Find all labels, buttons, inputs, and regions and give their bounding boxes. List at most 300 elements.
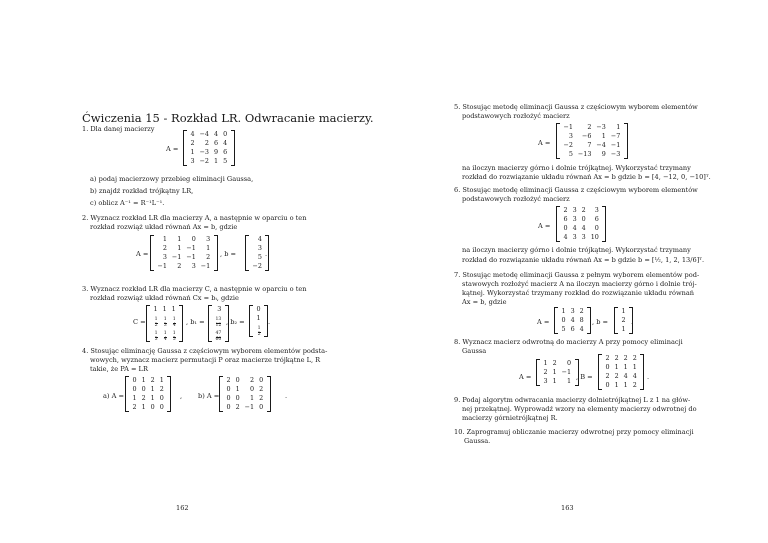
matrix-entry: 2 — [552, 359, 557, 367]
matrix-entry: 0 — [235, 394, 240, 402]
matrix-entry: 0 — [235, 376, 240, 384]
matrix-row — [151, 328, 178, 342]
matrix-row — [155, 262, 213, 271]
bracket-left — [556, 123, 560, 159]
matrix-entry: 1 — [561, 307, 566, 315]
matrix-entry: 1 — [150, 394, 155, 402]
ex3-line1: 3. Wyznacz rozkład LR dla macierzy C, a następnie w oparciu o ten — [82, 285, 307, 293]
matrix-row — [541, 359, 574, 368]
page-title: Ćwiczenia 15 - Rozkład LR. Odwracanie macierzy. — [82, 111, 374, 125]
matrix-row — [561, 141, 623, 150]
ex8-line2: Gaussa — [462, 347, 487, 355]
matrix-entry: 2 — [177, 262, 182, 270]
matrix-entries — [541, 359, 574, 386]
matrix-entry: 1 — [621, 325, 626, 333]
matrix-entry: −1 — [186, 244, 196, 252]
bracket-left — [183, 130, 187, 166]
ex9-line2: nej przekątnej. Wyprowadź wzory na elementy macierzy odwrotnej do — [462, 405, 697, 413]
matrix-entry: 1 — [552, 368, 557, 376]
ex4-b-label: b) A = — [198, 392, 220, 400]
ex4-line1: 4. Stosując eliminację Gaussa z częściowym wyborem elementów podsta- — [82, 347, 328, 355]
page-number-right: 163 — [561, 504, 574, 512]
ex6-line1: 6. Stosując metodę eliminacji Gaussa z częściowym wyborem elementów — [454, 186, 698, 194]
matrix-entries — [250, 235, 264, 271]
matrix-entry: −4 — [199, 130, 209, 138]
matrix-row — [559, 316, 586, 325]
ex4-a-label: a) A = — [103, 392, 124, 400]
bracket-left — [245, 235, 249, 271]
matrix-entry: 2 — [132, 403, 137, 411]
matrix-entry: 9 — [601, 150, 606, 158]
matrix-entry: 1 — [552, 377, 557, 385]
matrix-row — [224, 394, 266, 403]
matrix-entry: 1 — [162, 235, 167, 243]
ex6-matrix — [556, 206, 606, 242]
matrix-entry: −1 — [171, 253, 182, 261]
matrix-entry: 1 — [623, 363, 628, 371]
ex1-matrix — [183, 130, 235, 166]
matrix-entry: 1 — [632, 363, 637, 371]
matrix-entry: −1 — [244, 403, 255, 411]
right-page — [384, 0, 768, 543]
matrix-row — [213, 314, 224, 328]
matrix-entry: $\frac{1}{5}$ — [172, 331, 176, 342]
matrix-entry: 1 — [171, 305, 176, 313]
matrix-entry: 2 — [159, 385, 164, 393]
matrix-entry: −1 — [561, 368, 572, 376]
matrix-entry: 4 — [570, 316, 575, 324]
ex3-end: . — [268, 318, 271, 326]
matrix-entry: 8 — [579, 316, 584, 324]
matrix-row — [151, 305, 178, 314]
matrix-entry: 2 — [206, 253, 211, 261]
ex4-line2: wowych, wyznacz macierz permutacji P oraz macierze trójkątne L, R — [90, 356, 321, 364]
ex1-matrix-label: A = — [166, 145, 179, 153]
matrix-row — [224, 385, 266, 394]
matrix-entry: $\frac{47}{60}$ — [215, 331, 222, 342]
ex3-c-matrix — [146, 305, 183, 342]
matrix-row — [603, 354, 639, 363]
matrix-entry: 2 — [605, 372, 610, 380]
bracket-left — [556, 206, 560, 242]
matrix-entry: 0 — [581, 215, 586, 223]
matrix-entry: 0 — [132, 385, 137, 393]
bracket-right — [179, 305, 183, 342]
matrix-row — [188, 157, 230, 166]
matrix-entry: 3 — [543, 377, 548, 385]
matrix-row — [561, 224, 601, 233]
matrix-entry: −1 — [157, 262, 167, 270]
matrix-entry: 2 — [563, 206, 568, 214]
matrix-entry: 3 — [570, 307, 575, 315]
matrix-row — [151, 314, 178, 328]
bracket-left — [219, 376, 223, 412]
matrix-entry: 4 — [579, 325, 584, 333]
matrix-row — [561, 123, 623, 132]
matrix-entry: $\frac{1}{3}$ — [154, 331, 158, 342]
bracket-left — [249, 305, 253, 337]
matrix-entry: 1 — [567, 377, 572, 385]
ex3-b2-vector — [249, 305, 271, 337]
matrix-row — [561, 206, 601, 215]
matrix-entry: 5 — [568, 150, 573, 158]
bracket-right — [267, 376, 271, 412]
matrix-row — [250, 253, 264, 262]
matrix-entry: 1 — [614, 381, 619, 389]
matrix-entry: 0 — [141, 385, 146, 393]
matrix-entry: 1 — [141, 403, 146, 411]
matrix-entry: −3 — [199, 148, 209, 156]
matrix-row — [188, 130, 230, 139]
matrix-entry: 0 — [191, 235, 196, 243]
ex4-a-matrix — [125, 376, 171, 412]
matrix-entry: 2 — [632, 354, 637, 362]
bracket-right — [167, 376, 171, 412]
matrix-entry: 4 — [190, 130, 195, 138]
ex1-item-a: a) podaj macierzowy przebieg eliminacji Gaussa, — [90, 175, 254, 183]
matrix-row — [619, 325, 628, 334]
ex2-b-label: , b = — [220, 250, 237, 258]
matrix-row — [254, 314, 263, 323]
matrix-entry: $\frac{1}{4}$ — [163, 331, 167, 342]
matrix-entries — [155, 235, 213, 271]
matrix-entry: −1 — [186, 253, 196, 261]
matrix-row — [130, 403, 166, 412]
ex7-end: . — [631, 318, 634, 326]
matrix-entry: 2 — [141, 394, 146, 402]
matrix-entries — [188, 130, 230, 166]
bracket-right — [640, 354, 644, 390]
matrix-entries — [603, 354, 639, 390]
matrix-entry: 1 — [256, 314, 261, 322]
page-number-left: 162 — [176, 504, 189, 512]
matrix-row — [619, 316, 628, 325]
ex9-line1: 9. Podaj algorytm odwracania macierzy dolnietrójkątnej L z 1 na głów- — [454, 396, 691, 404]
matrix-entry: 4 — [257, 235, 262, 243]
matrix-entry: 2 — [250, 376, 255, 384]
matrix-row — [250, 262, 264, 271]
ex5-matrix — [556, 123, 628, 159]
matrix-entry: −4 — [596, 141, 606, 149]
matrix-entry: 5 — [561, 325, 566, 333]
ex6-line4: rozkład do rozwiązanie układu równań Ax = b gdzie b = [½, 1, 2, 13/6]ᵀ. — [462, 256, 705, 264]
matrix-entry: 6 — [570, 325, 575, 333]
ex9-line3: macierzy górnietrójkątnej R. — [462, 414, 558, 422]
matrix-row — [559, 307, 586, 316]
matrix-entry: 1 — [614, 363, 619, 371]
matrix-entry: 0 — [259, 403, 264, 411]
matrix-entry: 2 — [190, 139, 195, 147]
ex7-line2: stawowych rozłożyć macierz A na iloczyn macierzy górno i dolnie trój- — [462, 280, 697, 288]
ex2-line2: rozkład rozwiąż układ równań Ax = b, gdzie — [90, 223, 238, 231]
matrix-entry: 1 — [621, 307, 626, 315]
ex3-c-label: C = — [133, 318, 146, 326]
matrix-entries — [559, 307, 586, 334]
ex6-line2: podstawowych rozłożyć macierz — [462, 195, 570, 203]
matrix-entry: 1 — [206, 244, 211, 252]
ex6-matrix-label: A = — [538, 222, 551, 230]
matrix-row — [213, 328, 224, 342]
matrix-row — [561, 215, 601, 224]
matrix-row — [561, 150, 623, 159]
ex2-end: . — [265, 250, 268, 258]
matrix-entry: 2 — [150, 376, 155, 384]
matrix-row — [559, 325, 586, 334]
matrix-entry: −1 — [610, 141, 621, 149]
matrix-entry: $\frac{1}{2}$ — [257, 326, 261, 337]
bracket-left — [614, 307, 618, 334]
matrix-entry: 0 — [226, 394, 231, 402]
matrix-entries — [561, 123, 623, 159]
matrix-row — [155, 244, 213, 253]
matrix-entry: 3 — [162, 253, 167, 261]
matrix-entry: 1 — [543, 359, 548, 367]
matrix-entry: 0 — [226, 385, 231, 393]
matrix-row — [130, 385, 166, 394]
matrix-entry: 3 — [257, 244, 262, 252]
matrix-entry: −2 — [252, 262, 262, 270]
matrix-entry: 1 — [177, 244, 182, 252]
matrix-entry: 1 — [214, 157, 219, 165]
matrix-row — [561, 132, 623, 141]
matrix-entry: 6 — [594, 215, 599, 223]
matrix-entry: 0 — [150, 403, 155, 411]
matrix-entry: 2 — [259, 394, 264, 402]
matrix-row — [188, 139, 230, 148]
matrix-entry: 4 — [623, 372, 628, 380]
matrix-entry: 4 — [223, 139, 228, 147]
matrix-entry: 2 — [614, 372, 619, 380]
ex1-item-b: b) znajdź rozkład trójkątny LR, — [90, 187, 194, 195]
matrix-row — [603, 381, 639, 390]
matrix-entry: 2 — [587, 123, 592, 131]
matrix-entry: 2 — [605, 354, 610, 362]
matrix-entry: 6 — [563, 215, 568, 223]
matrix-entry: −3 — [596, 123, 606, 131]
matrix-entry: 3 — [568, 132, 573, 140]
matrix-entry: 2 — [581, 206, 586, 214]
ex5-matrix-label: A = — [538, 139, 551, 147]
ex5-line2: podstawowych rozłożyć macierz — [462, 112, 570, 120]
matrix-entries — [151, 305, 178, 342]
ex3-b1-label: , b₁ = — [186, 318, 205, 326]
matrix-row — [213, 305, 224, 314]
matrix-entry: 4 — [581, 224, 586, 232]
ex4-line3: takie, że PA = LR — [90, 365, 148, 373]
matrix-entry: 1 — [162, 305, 167, 313]
matrix-entry: 4 — [563, 233, 568, 241]
matrix-entry: 0 — [250, 385, 255, 393]
ex5-line3: na iloczyn macierzy górno i dolnie trójkątnej. Wykorzystać trzymany — [462, 164, 691, 172]
matrix-entry: 0 — [132, 376, 137, 384]
matrix-entry: −1 — [200, 262, 211, 270]
ex5-line1: 5. Stosując metodę eliminacji Gaussa z częściowym wyborem elementów — [454, 103, 698, 111]
ex7-line1: 7. Stosując metodę eliminacji Gaussa z pełnym wyborem elementów pod- — [454, 271, 700, 279]
matrix-entry: 1 — [153, 305, 158, 313]
bracket-left — [150, 235, 154, 271]
bracket-right — [231, 130, 235, 166]
matrix-entry: 2 — [235, 403, 240, 411]
matrix-entry: 0 — [605, 381, 610, 389]
ex4-b-matrix — [219, 376, 271, 412]
matrix-entry: 1 — [177, 235, 182, 243]
matrix-row — [155, 253, 213, 262]
matrix-entry: 3 — [190, 157, 195, 165]
ex8-b-matrix — [598, 354, 644, 390]
matrix-entry: 2 — [623, 354, 628, 362]
matrix-row — [188, 148, 230, 157]
matrix-entry: −13 — [577, 150, 592, 158]
matrix-entry: 0 — [563, 224, 568, 232]
matrix-entry: 3 — [206, 235, 211, 243]
matrix-row — [224, 403, 266, 412]
matrix-entry: 2 — [614, 354, 619, 362]
matrix-entry: 1 — [190, 148, 195, 156]
matrix-entry: 0 — [226, 403, 231, 411]
ex3-b2-label: , b₂ = — [226, 318, 245, 326]
matrix-entry: 2 — [204, 139, 209, 147]
matrix-row — [541, 368, 574, 377]
matrix-row — [254, 305, 263, 314]
matrix-entry: −7 — [610, 132, 621, 140]
matrix-entry: 0 — [605, 363, 610, 371]
matrix-row — [224, 376, 266, 385]
matrix-entry: $\frac{13}{12}$ — [215, 317, 222, 328]
bracket-right — [587, 307, 591, 334]
bracket-right — [602, 206, 606, 242]
ex10-line2: Gaussa. — [464, 437, 491, 445]
matrix-entry: −3 — [610, 150, 621, 158]
matrix-entry: 0 — [259, 376, 264, 384]
matrix-entries — [254, 305, 263, 337]
matrix-entry: 10 — [590, 233, 599, 241]
matrix-entry: 9 — [214, 148, 219, 156]
matrix-entry: 0 — [256, 305, 261, 313]
bracket-right — [214, 235, 218, 271]
bracket-left — [208, 305, 212, 342]
ex2-matrix — [150, 235, 218, 271]
ex8-a-label: A = — [519, 373, 532, 381]
matrix-row — [541, 377, 574, 386]
matrix-entry: 3 — [572, 206, 577, 214]
matrix-entry: 1 — [141, 376, 146, 384]
matrix-entries — [130, 376, 166, 412]
matrix-entry: 2 — [226, 376, 231, 384]
ex4-end: . — [285, 392, 288, 400]
matrix-entries — [213, 305, 224, 342]
matrix-entry: $\frac{1}{4}$ — [172, 317, 176, 328]
matrix-entry: 2 — [579, 307, 584, 315]
bracket-left — [125, 376, 129, 412]
matrix-entries — [561, 206, 601, 242]
matrix-entry: 4 — [572, 224, 577, 232]
matrix-entry: $\frac{1}{3}$ — [163, 317, 167, 328]
ex6-line3: na iloczyn macierzy górno i dolnie trójkątnej. Wykorzystać trzymany — [462, 246, 691, 254]
matrix-row — [254, 323, 263, 337]
ex5-line4: rozkład do rozwiązanie układu równań Ax = b gdzie b = [4, −12, 0, −10]ᵀ. — [462, 173, 711, 181]
matrix-entry: 3 — [191, 262, 196, 270]
matrix-entry: 1 — [601, 132, 606, 140]
matrix-entry: 1 — [159, 376, 164, 384]
matrix-entry: 6 — [214, 139, 219, 147]
matrix-entries — [224, 376, 266, 412]
matrix-entry: 0 — [594, 224, 599, 232]
ex8-line1: 8. Wyznacz macierz odwrotną do macierzy A przy pomocy eliminacji — [454, 338, 683, 346]
matrix-row — [130, 376, 166, 385]
ex7-matrix-label: A = — [537, 318, 550, 326]
bracket-right — [624, 123, 628, 159]
ex7-line3: kątnej. Wykorzystać trzymany rozkład do rozwiązanie układu równań — [462, 289, 695, 297]
matrix-entry: −2 — [199, 157, 209, 165]
ex1-intro: 1. Dla danej macierzy — [82, 125, 155, 133]
matrix-entry: 0 — [159, 403, 164, 411]
matrix-entry: −6 — [582, 132, 592, 140]
ex4-a-sep: , — [180, 392, 183, 400]
matrix-entry: −1 — [563, 123, 573, 131]
matrix-entry: 4 — [214, 130, 219, 138]
matrix-row — [155, 235, 213, 244]
matrix-entry: 2 — [162, 244, 167, 252]
matrix-entry: 3 — [217, 305, 222, 313]
matrix-entry: 2 — [632, 381, 637, 389]
bracket-left — [536, 359, 540, 386]
matrix-entry: −2 — [563, 141, 573, 149]
matrix-entry: 5 — [257, 253, 262, 261]
matrix-entry: 1 — [623, 381, 628, 389]
ex10-line1: 10. Zaprogramuj obliczanie macierzy odwrotnej przy pomocy eliminacji — [454, 428, 694, 436]
matrix-entry: 2 — [621, 316, 626, 324]
matrix-entry: 1 — [616, 123, 621, 131]
matrix-entry: 3 — [572, 233, 577, 241]
matrix-row — [250, 244, 264, 253]
ex8-a-matrix — [536, 359, 579, 386]
matrix-entries — [619, 307, 628, 334]
matrix-entry: 1 — [250, 394, 255, 402]
matrix-entry: 0 — [159, 394, 164, 402]
matrix-row — [561, 233, 601, 242]
matrix-entry: 1 — [235, 385, 240, 393]
matrix-entry: 5 — [223, 157, 228, 165]
bracket-left — [554, 307, 558, 334]
matrix-row — [603, 363, 639, 372]
matrix-entry: 6 — [223, 148, 228, 156]
matrix-row — [603, 372, 639, 381]
matrix-entry: 2 — [259, 385, 264, 393]
matrix-row — [619, 307, 628, 316]
bracket-left — [146, 305, 150, 342]
matrix-row — [250, 235, 264, 244]
ex1-item-c: c) oblicz A⁻¹ = R⁻¹L⁻¹. — [90, 199, 165, 207]
ex3-line2: rozkład rozwiąż układ równań Cx = bᵢ, gdzie — [90, 294, 239, 302]
matrix-entry: $\frac{1}{2}$ — [154, 317, 158, 328]
matrix-entry: 0 — [223, 130, 228, 138]
ex7-line4: Ax = b, gdzie — [462, 298, 507, 306]
ex8-end: . — [647, 373, 650, 381]
matrix-entry: 3 — [594, 206, 599, 214]
ex2-matrix-label: A = — [136, 250, 149, 258]
matrix-row — [130, 394, 166, 403]
matrix-entry: 3 — [581, 233, 586, 241]
ex8-b-label: , B = — [576, 373, 593, 381]
bracket-left — [598, 354, 602, 390]
matrix-entry: 4 — [632, 372, 637, 380]
ex7-b-label: , b = — [592, 318, 609, 326]
matrix-entry: 2 — [543, 368, 548, 376]
matrix-entry: 1 — [150, 385, 155, 393]
matrix-entry: 1 — [132, 394, 137, 402]
ex2-line1: 2. Wyznacz rozkład LR dla macierzy A, a następnie w oparciu o ten — [82, 214, 307, 222]
ex7-matrix — [554, 307, 591, 334]
